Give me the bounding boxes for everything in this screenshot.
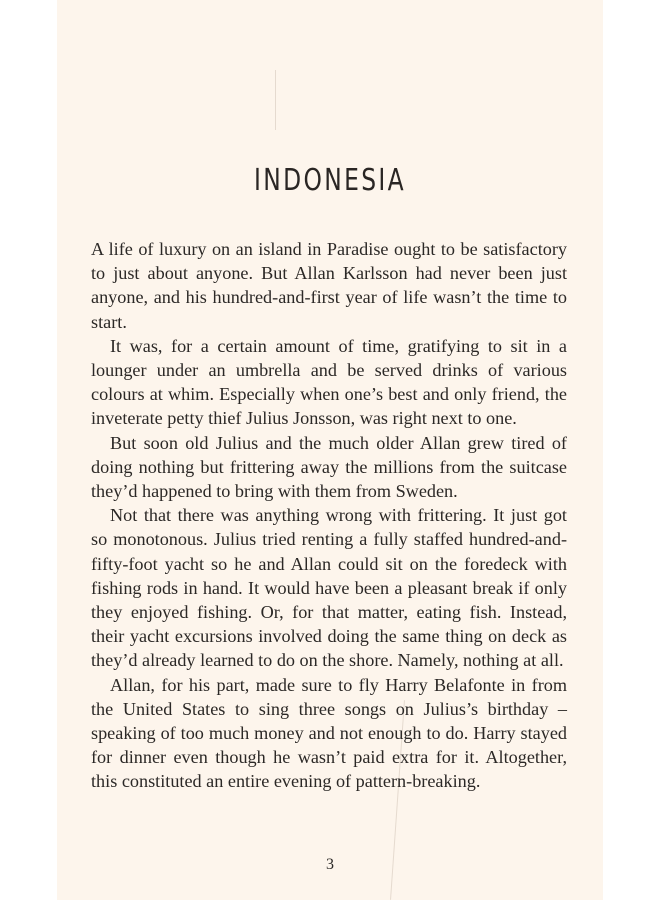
paragraph: But soon old Julius and the much older Allan grew tired of doing nothing but frittering away the millions from the suitcase they’d happened to bring with them from Sweden. [91, 432, 567, 502]
chapter-body [91, 237, 567, 794]
paragraph: It was, for a certain amount of time, gratifying to sit in a lounger under an umbrella and be served drinks of various colours at whim. Especially when one’s best and only friend, the inveterate petty thief Julius Jonsson, was right next to one. [91, 335, 567, 429]
chapter-title: INDONESIA [254, 163, 406, 198]
paper-crease [275, 70, 276, 130]
paragraph: A life of luxury on an island in Paradise ought to be satisfactory to just about anyone. But Allan Karlsson had never been just anyone, and his hundred-and-first year of life wasn’t the time to start. [91, 239, 567, 332]
page-number: 3 [326, 856, 334, 873]
book-page [57, 0, 603, 900]
paragraph: Allan, for his part, made sure to fly Harry Belafonte in from the United States to sing three songs on Julius’s birthday – speaking of too much money and not enough to do. Harry stayed for dinner even though he wasn’t paid extra for it. Altogether, this constituted an entire evening of pattern-breaking. [91, 674, 567, 792]
paragraph: Not that there was anything wrong with frittering. It just got so monotonous. Julius tried renting a fully staffed hundred-and-fifty-foot yacht so he and Allan could sit on the foredeck with fishing rods in hand. It would have been a pleasant break if only they enjoyed fishing. Or, for that matter, eating fish. Instead, their yacht excursions involved doing the same thing on deck as they’d already learned to do on the shore. Namely, nothing at all. [91, 505, 567, 671]
